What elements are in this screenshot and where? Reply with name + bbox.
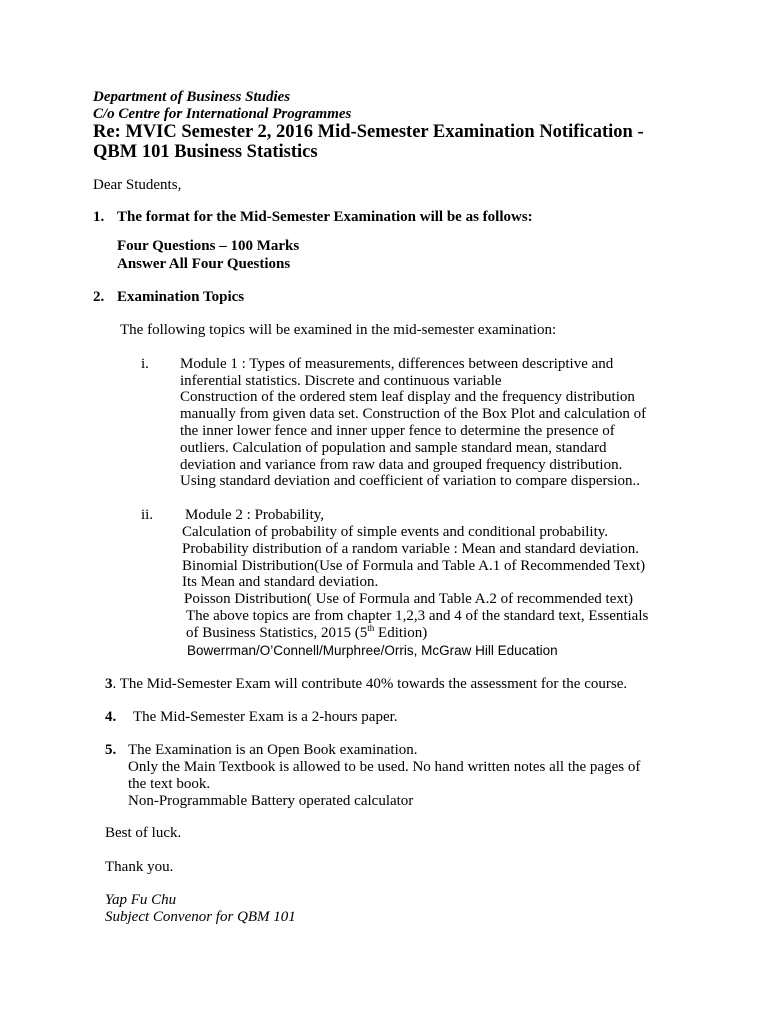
module-2-line: The above topics are from chapter 1,2,3 and 4 of the standard text, Essentials [186,608,649,624]
module-2-line: Module 2 : Probability, [185,507,325,523]
closing-best-of-luck: Best of luck. [105,825,182,841]
item-2-heading: Examination Topics [117,289,245,305]
topics-intro: The following topics will be examined in the mid-semester examination: [120,322,557,338]
department-name: Department of Business Studies [93,89,291,105]
edition-text-end: Edition) [374,625,428,641]
salutation: Dear Students, [93,177,182,193]
module-1-line: inferential statistics. Discrete and continuous variable [180,373,502,389]
module-2-line: Its Mean and standard deviation. [182,574,379,590]
closing-thank-you: Thank you. [105,859,174,875]
centre-name: C/o Centre for International Programmes [93,106,352,122]
item-5-line: Non-Programmable Battery operated calculator [128,793,414,809]
item-5-line: The Examination is an Open Book examination. [128,742,418,758]
module-1-line: deviation and variance from raw data and grouped frequency distribution. [180,457,623,473]
item-3-number: 3 [105,676,113,692]
module-2-line: Calculation of probability of simple events and conditional probability. [182,524,609,540]
item-3 [105,676,627,693]
module-1-number: i. [141,356,149,372]
format-questions: Four Questions – 100 Marks [117,238,300,254]
textbook-authors: Bowerrman/O’Connell/Murphree/Orris, McGraw Hill Education [187,643,558,658]
module-1-line: the inner lower fence and inner upper fence to determine the presence of [180,423,615,439]
module-1-line: outliers. Calculation of population and sample standard mean, standard [180,440,607,456]
item-4-number: 4. [105,709,117,725]
signatory-name: Yap Fu Chu [105,892,177,908]
item-2-number: 2. [93,289,105,305]
module-2-number: ii. [141,507,154,523]
edition-superscript: th [367,623,375,633]
item-4-text: The Mid-Semester Exam is a 2-hours paper. [133,709,398,725]
module-2-line: Poisson Distribution( Use of Formula and Table A.2 of recommended text) [184,591,634,607]
module-2-edition-line [186,625,427,642]
item-5-number: 5. [105,742,117,758]
signatory-role: Subject Convenor for QBM 101 [105,909,296,925]
module-1-line: Using standard deviation and coefficient of variation to compare dispersion.. [180,473,641,489]
item-5-line: the text book. [128,776,211,792]
item-1-number: 1. [93,209,105,225]
module-2-line: Probability distribution of a random variable : Mean and standard deviation. [182,541,639,557]
item-5-line: Only the Main Textbook is allowed to be used. No hand written notes all the pages of [128,759,641,775]
item-1-heading: The format for the Mid-Semester Examination will be as follows: [117,209,533,225]
module-1-line: manually from given data set. Construction of the Box Plot and calculation of [180,406,647,422]
notice-title-line-1: Re: MVIC Semester 2, 2016 Mid-Semester Examination Notification - [93,122,644,142]
format-answer-all: Answer All Four Questions [117,256,291,272]
notice-title-line-2: QBM 101 Business Statistics [93,142,318,162]
module-2-line: Binomial Distribution(Use of Formula and Table A.1 of Recommended Text) [182,558,646,574]
module-1-line: Module 1 : Types of measurements, differences between descriptive and [180,356,614,372]
module-1-line: Construction of the ordered stem leaf display and the frequency distribution [180,389,635,405]
edition-text: of Business Statistics, 2015 (5 [186,625,368,641]
item-3-text: . The Mid-Semester Exam will contribute 40% towards the assessment for the course. [112,676,628,692]
